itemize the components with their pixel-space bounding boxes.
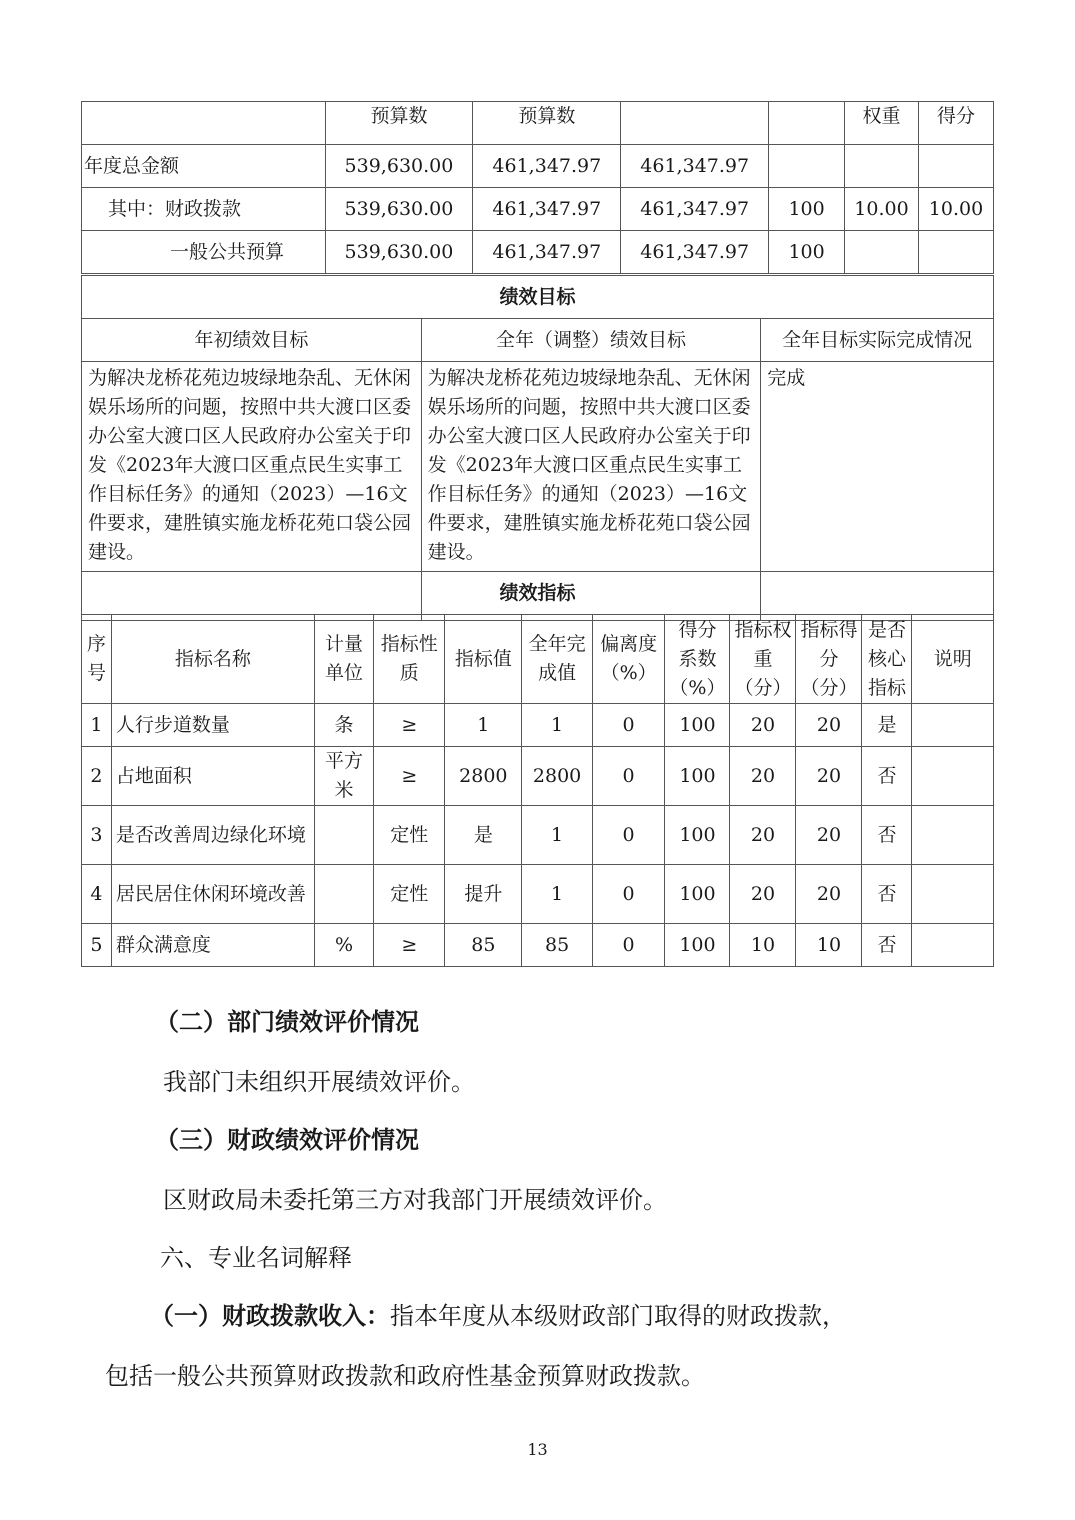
indicator-name: 占地面积 [111, 747, 314, 806]
indicator-unit: 平方米 [314, 747, 374, 806]
indicator-no: 2 [82, 747, 112, 806]
header-weight: 指标权重（分） [730, 615, 796, 704]
budget-header-row [82, 102, 994, 145]
indicator-weight: 10 [730, 924, 796, 967]
term1-continued: 包括一般公共预算财政拨款和政府性基金预算财政拨款。 [105, 1362, 705, 1390]
indicator-nature: 定性 [374, 806, 445, 865]
indicator-unit [314, 806, 374, 865]
cell [845, 231, 919, 274]
indicator-target: 85 [445, 924, 522, 967]
row-label: 其中：财政拨款 [82, 188, 326, 231]
cell: 10.00 [918, 188, 993, 231]
header-note: 说明 [912, 615, 994, 704]
indicator-weight: 20 [730, 806, 796, 865]
indicator-row [82, 865, 994, 924]
header-no: 序号 [82, 615, 112, 704]
budget-row [82, 188, 994, 231]
indicator-row [82, 747, 994, 806]
indicator-dev: 0 [592, 747, 665, 806]
cell [918, 145, 993, 188]
indicator-score: 20 [796, 747, 862, 806]
indicator-name: 居民居住休闲环境改善 [111, 865, 314, 924]
budget-row [82, 231, 994, 274]
cell: 461,347.97 [621, 188, 769, 231]
indicator-no: 4 [82, 865, 112, 924]
indicator-score: 10 [796, 924, 862, 967]
header-cell [82, 102, 326, 145]
fin-eval-title: （三）财政绩效评价情况 [155, 1126, 419, 1154]
cell: 100 [769, 231, 845, 274]
cell: 461,347.97 [621, 145, 769, 188]
cell: 539,630.00 [325, 188, 473, 231]
indicator-core: 否 [862, 865, 912, 924]
term1-label: （一）财政拨款收入： [150, 1302, 390, 1330]
indicator-no: 5 [82, 924, 112, 967]
indicator-weight: 20 [730, 704, 796, 747]
indicator-dev: 0 [592, 704, 665, 747]
indicator-coef: 100 [665, 747, 730, 806]
budget-row [82, 145, 994, 188]
indicator-dev: 0 [592, 924, 665, 967]
cell [918, 231, 993, 274]
indicator-no: 3 [82, 806, 112, 865]
header-cell: 得分 [918, 102, 993, 145]
indicator-coef: 100 [665, 806, 730, 865]
goals-header-adjusted: 全年（调整）绩效目标 [421, 319, 761, 362]
goal-adjusted-text: 为解决龙桥花苑边坡绿地杂乱、无休闲娱乐场所的问题，按照中共大渡口区委办公室大渡口区人民政府办公室关于印发《2023年大渡口区重点民生实事工作目标任务》的通知（2023）—16文件要求，建胜镇实施龙桥花苑口袋公园建设。 [421, 362, 761, 621]
row-label: 一般公共预算 [82, 231, 326, 274]
goals-header-initial: 年初绩效目标 [82, 319, 422, 362]
header-cell: 预算数 [325, 102, 473, 145]
indicator-nature: 定性 [374, 865, 445, 924]
header-cell [769, 102, 845, 145]
goals-title: 绩效目标 [82, 276, 994, 319]
term1-paragraph [150, 1296, 846, 1331]
indicator-note [912, 865, 994, 924]
indicator-note [912, 806, 994, 865]
indicator-no: 1 [82, 704, 112, 747]
indicator-actual: 1 [522, 704, 592, 747]
cell: 100 [769, 188, 845, 231]
indicator-weight: 20 [730, 865, 796, 924]
header-cell: 预算数 [473, 102, 621, 145]
indicator-row [82, 806, 994, 865]
goals-header-actual: 全年目标实际完成情况 [761, 319, 994, 362]
indicator-core: 否 [862, 747, 912, 806]
dept-eval-text: 我部门未组织开展绩效评价。 [163, 1068, 475, 1096]
page-number: 13 [527, 1440, 548, 1459]
cell: 461,347.97 [473, 145, 621, 188]
header-nature: 指标性质 [374, 615, 445, 704]
section-six-title: 六、专业名词解释 [160, 1244, 352, 1272]
indicators-title: 绩效指标 [82, 572, 994, 615]
indicator-coef: 100 [665, 924, 730, 967]
header-coef: 得分系数（%） [665, 615, 730, 704]
indicator-target: 2800 [445, 747, 522, 806]
indicators-header-row [82, 615, 994, 704]
indicator-name: 群众满意度 [111, 924, 314, 967]
indicator-weight: 20 [730, 747, 796, 806]
cell [769, 145, 845, 188]
indicator-target: 是 [445, 806, 522, 865]
indicator-score: 20 [796, 806, 862, 865]
indicator-coef: 100 [665, 704, 730, 747]
indicator-nature: ≥ [374, 704, 445, 747]
header-cell: 权重 [845, 102, 919, 145]
header-deviation: 偏离度（%） [592, 615, 665, 704]
indicator-actual: 85 [522, 924, 592, 967]
budget-table [81, 101, 994, 274]
indicator-actual: 1 [522, 865, 592, 924]
indicator-nature: ≥ [374, 924, 445, 967]
goal-actual-text: 完成 [761, 362, 994, 621]
indicator-coef: 100 [665, 865, 730, 924]
indicator-core: 否 [862, 806, 912, 865]
header-score: 指标得分（分） [796, 615, 862, 704]
row-label: 年度总金额 [82, 145, 326, 188]
header-target: 指标值 [445, 615, 522, 704]
goals-table [81, 275, 994, 621]
indicator-note [912, 704, 994, 747]
indicator-name: 人行步道数量 [111, 704, 314, 747]
cell: 461,347.97 [473, 188, 621, 231]
fin-eval-text: 区财政局未委托第三方对我部门开展绩效评价。 [163, 1186, 667, 1214]
indicator-unit [314, 865, 374, 924]
indicator-target: 1 [445, 704, 522, 747]
indicator-core: 是 [862, 704, 912, 747]
indicator-core: 否 [862, 924, 912, 967]
cell: 461,347.97 [621, 231, 769, 274]
indicator-note [912, 924, 994, 967]
cell: 461,347.97 [473, 231, 621, 274]
indicator-dev: 0 [592, 865, 665, 924]
cell [845, 145, 919, 188]
indicator-actual: 2800 [522, 747, 592, 806]
goal-initial-text: 为解决龙桥花苑边坡绿地杂乱、无休闲娱乐场所的问题，按照中共大渡口区委办公室大渡口区人民政府办公室关于印发《2023年大渡口区重点民生实事工作目标任务》的通知（2023）—16文件要求，建胜镇实施龙桥花苑口袋公园建设。 [82, 362, 422, 621]
term1-text: 指本年度从本级财政部门取得的财政拨款， [390, 1302, 846, 1330]
indicator-score: 20 [796, 704, 862, 747]
indicators-table [81, 571, 994, 967]
cell: 10.00 [845, 188, 919, 231]
indicator-unit: 条 [314, 704, 374, 747]
indicator-nature: ≥ [374, 747, 445, 806]
indicator-score: 20 [796, 865, 862, 924]
cell: 539,630.00 [325, 145, 473, 188]
dept-eval-title: （二）部门绩效评价情况 [155, 1008, 419, 1036]
indicator-target: 提升 [445, 865, 522, 924]
indicator-actual: 1 [522, 806, 592, 865]
indicator-name: 是否改善周边绿化环境 [111, 806, 314, 865]
indicator-row [82, 704, 994, 747]
indicator-dev: 0 [592, 806, 665, 865]
header-name: 指标名称 [111, 615, 314, 704]
header-unit: 计量单位 [314, 615, 374, 704]
cell: 539,630.00 [325, 231, 473, 274]
header-core: 是否核心指标 [862, 615, 912, 704]
indicator-row [82, 924, 994, 967]
header-cell [621, 102, 769, 145]
header-actual: 全年完成值 [522, 615, 592, 704]
indicator-unit: % [314, 924, 374, 967]
indicator-note [912, 747, 994, 806]
